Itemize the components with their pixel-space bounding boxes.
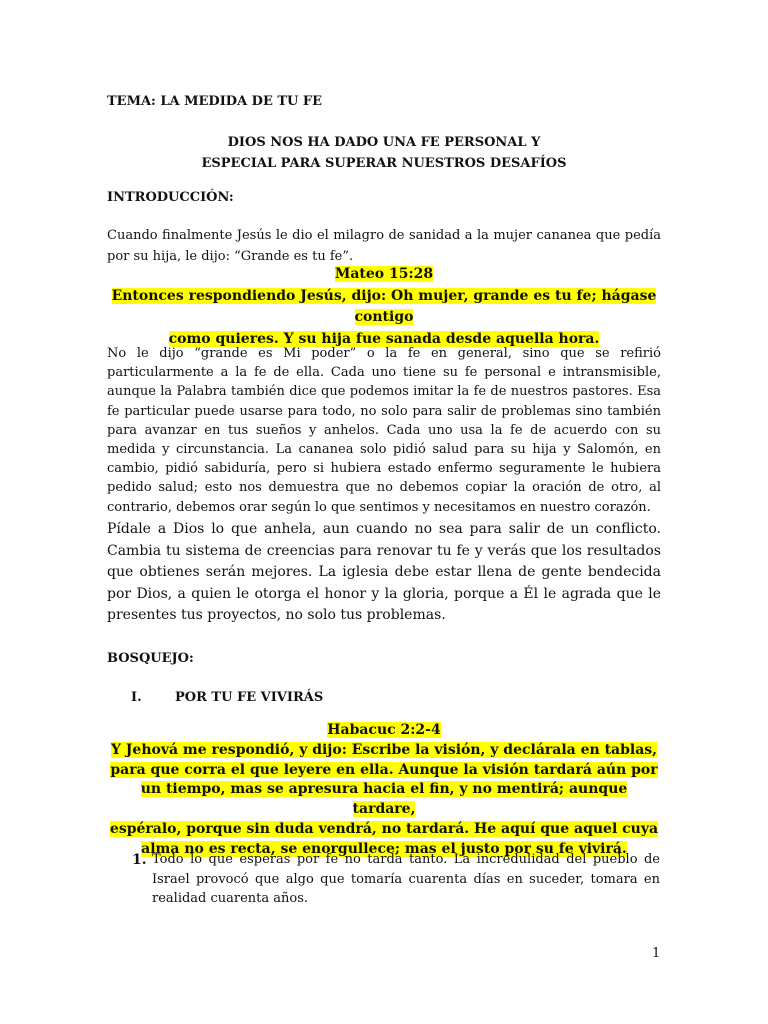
paragraph-pidale: Pídale a Dios lo que anhela, aun cuando no sea para salir de un conflicto. Cambia tu sistema de creencias para renovar tu fe y verás que los resultados que obtienes serán mejores. La iglesia debe estar llena de gente bendecida por Dios, a quien le otorga el honor y la gloria, porque a Él le agrada que le presentes tus proyectos, no solo tus problemas.: [107, 521, 661, 623]
verse-habacuc-line-3: un tiempo, mas se apresura hacia el fin, y no mentirá; aunque tardare,: [140, 781, 628, 818]
verse-habacuc-line-5: alma no es recta, se enorgullece; mas el justo por su fe vivirá.: [141, 840, 627, 857]
verse-mateo: [107, 264, 661, 350]
paragraph-fe-personal: No le dijo “grande es Mi poder” o la fe en general, sino que se refirió particularmente a la fe de ella. Cada uno tiene su fe personal e intransmisible, aunque la Palabra también dice que podemos imitar la fe de nuestros pastores. Esa fe particular puede usarse para todo, no solo para salir de problemas sino también para avanzar en tus sueños y anhelos. Cada uno usa la fe de acuerdo con su medida y circunstancia. La cananea solo pidió salud para su hija y Salomón, en cambio, pidió sabiduría, pero si hubiera estado enfermo seguramente le hubiera pedido salud; esto nos demuestra que no debemos copiar la oración de otro, al contrario, debemos orar según lo que sentimos y necesitamos en nuestro corazón.: [107, 346, 661, 515]
section-title: POR TU FE VIVIRÁS: [175, 690, 324, 705]
point-text: Todo lo que esperas por fe no tarda tanto. La incredulidad del pueblo de Israel provocó que algo que tomaría cuarenta días en suceder, tomara en realidad cuarenta años.: [152, 852, 660, 906]
section-numeral: I.: [131, 690, 142, 705]
verse-mateo-line-2: como quieres. Y su hija fue sanada desde aquella hora.: [168, 330, 600, 347]
verse-mateo-ref: Mateo 15:28: [334, 266, 434, 282]
intro-paragraph: Cuando finalmente Jesús le dio el milagro de sanidad a la mujer cananea que pedía por su hija, le dijo: “Grande es tu fe”.: [107, 228, 661, 264]
verse-habacuc: [107, 721, 661, 860]
subtitle: [107, 133, 661, 174]
verse-habacuc-line-1: Y Jehová me respondió, y dijo: Escribe la visión, y declárala en tablas,: [110, 741, 658, 758]
tema-heading: TEMA: LA MEDIDA DE TU FE: [107, 94, 323, 109]
verse-mateo-line-1: Entonces respondiendo Jesús, dijo: Oh mujer, grande es tu fe; hágase contigo: [111, 287, 657, 325]
verse-habacuc-line-2: para que corra el que leyere en ella. Aunque la visión tardará aún por: [110, 761, 658, 778]
page-number: 1: [652, 946, 661, 961]
numbered-point-1: [132, 850, 660, 909]
verse-habacuc-line-4: espéralo, porque sin duda vendrá, no tardará. He aquí que aquel cuya: [109, 820, 659, 837]
subtitle-line-2: ESPECIAL PARA SUPERAR NUESTROS DESAFÍOS: [201, 155, 567, 171]
intro-heading: INTRODUCCIÓN:: [107, 190, 234, 205]
subtitle-line-1: DIOS NOS HA DADO UNA FE PERSONAL Y: [227, 135, 541, 150]
verse-habacuc-ref: Habacuc 2:2-4: [327, 722, 441, 738]
bosquejo-heading: BOSQUEJO:: [107, 651, 194, 666]
point-number: 1.: [132, 852, 147, 868]
